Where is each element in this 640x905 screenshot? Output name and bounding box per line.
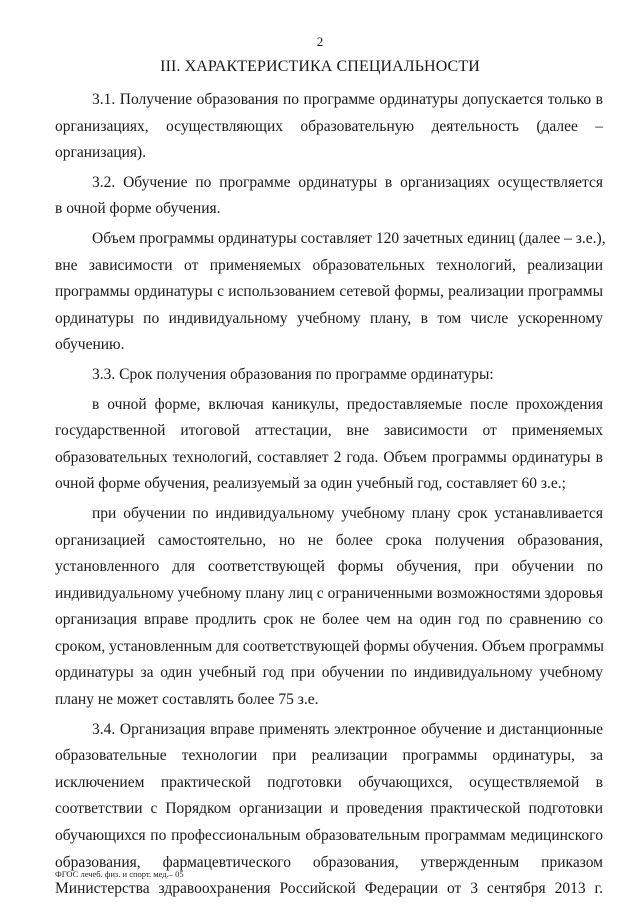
text-line: 3.3. Срок получения образования по программе ординатуры: <box>92 365 494 383</box>
text-line: исключением практической подготовки обучающихся, осуществляемой в <box>55 773 603 791</box>
text-line: вне зависимости от применяемых образовательных технологий, реализации <box>55 256 603 274</box>
text-line: образовательных технологий, составляет 2 года. Объем программы ординатуры в <box>55 448 603 466</box>
body-text <box>55 87 606 903</box>
footer-code: ФГОС лечеб. физ. и спорт. мед.– 05 <box>55 869 184 879</box>
text-line: обучающихся по профессиональным образовательным программам медицинского <box>55 827 603 845</box>
section-heading: III. ХАРАКТЕРИСТИКА СПЕЦИАЛЬНОСТИ <box>160 58 480 75</box>
text-line: очной форме обучения, реализуемый за один учебный год, составляет 60 з.е.; <box>55 475 566 493</box>
text-line: установленного для соответствующей формы обучения, при обучении по <box>55 558 603 576</box>
text-line: образования, фармацевтического образования, утвержденным приказом <box>55 853 603 871</box>
text-line: плану не может составлять более 75 з.е. <box>55 691 319 709</box>
text-line: в очной форме обучения. <box>55 200 221 218</box>
text-line: ординатуры за один учебный год при обучении по индивидуальному учебному <box>55 664 603 682</box>
text-line: организация вправе продлить срок не более чем на один год по сравнению со <box>55 611 603 629</box>
text-line: ординатуры по индивидуальному учебному плану, в том числе ускоренному <box>55 309 603 327</box>
text-line: программы ординатуры с использованием сетевой формы, реализации программы <box>55 283 603 301</box>
text-line: 3.2. Обучение по программе ординатуры в организациях осуществляется <box>92 173 603 191</box>
text-line: организация). <box>55 144 147 162</box>
text-line: 3.1. Получение образования по программе ординатуры допускается только в <box>92 91 603 108</box>
text-line: образовательные технологии при реализации программы ординатуры, за <box>55 747 603 765</box>
text-line: соответствии с Порядком организации и проведения практической подготовки <box>55 800 603 818</box>
text-line: обучению. <box>55 336 125 354</box>
text-line: государственной итоговой аттестации, вне зависимости от применяемых <box>55 422 603 440</box>
text-line: 3.4. Организация вправе применять электронное обучение и дистанционные <box>92 720 603 738</box>
text-line: Министерства здравоохранения Российской Федерации от 3 сентября 2013 г. <box>55 880 603 898</box>
text-line: сроком, установленным для соответствующей формы обучения. Объем программы <box>55 637 604 655</box>
text-line: в очной форме, включая каникулы, предоставляемые после прохождения <box>92 395 603 413</box>
text-line: при обучении по индивидуальному учебному плану срок устанавливается <box>92 504 603 522</box>
text-line: Объем программы ординатуры составляет 120 зачетных единиц (далее – з.е.), <box>92 229 606 247</box>
text-line: индивидуальному учебному плану лиц с ограниченными возможностями здоровья <box>55 584 603 602</box>
page-number: 2 <box>316 34 324 49</box>
text-line: организацией самостоятельно, но не более срока получения образования, <box>55 531 603 549</box>
text-line: организациях, осуществляющих образовательную деятельность (далее – <box>55 117 603 135</box>
